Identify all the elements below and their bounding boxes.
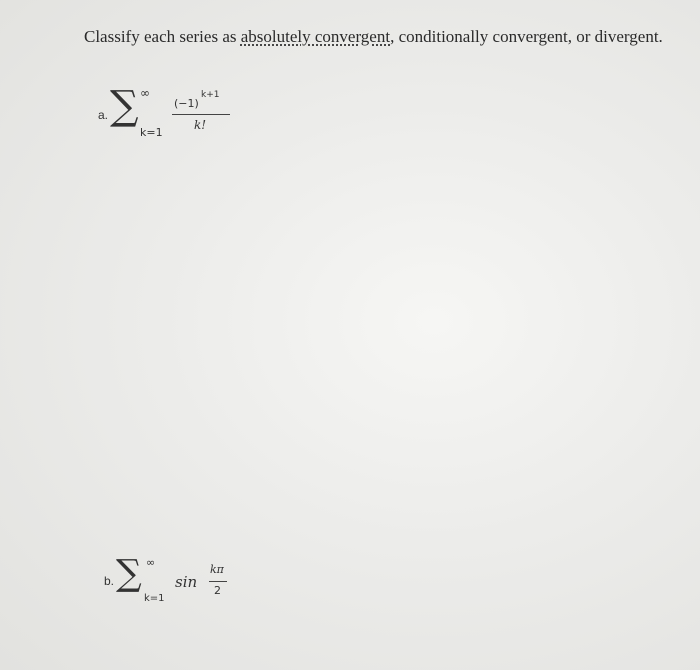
upper-limit: ∞ <box>140 86 150 100</box>
summation-symbol: ∑ <box>116 553 142 594</box>
denominator: k! <box>194 118 207 132</box>
question-underlined: absolutely convergent <box>240 27 391 46</box>
lower-limit: k=1 <box>144 593 165 604</box>
summation-symbol: ∑ <box>110 83 139 129</box>
fraction-bar <box>209 581 227 582</box>
denominator: 2 <box>214 584 221 597</box>
question-text <box>84 26 664 47</box>
part-label: a. <box>98 108 109 122</box>
exponent: k+1 <box>201 90 220 100</box>
part-label: b. <box>104 574 115 588</box>
function-name: sin <box>175 573 198 591</box>
question-suffix: , conditionally convergent, or divergent. <box>390 27 663 46</box>
lower-limit: k=1 <box>140 126 163 139</box>
numerator: kπ <box>210 563 224 576</box>
upper-limit: ∞ <box>146 556 156 569</box>
numerator: (−1) <box>174 97 199 110</box>
fraction-bar <box>172 114 230 115</box>
question-prefix: Classify each series as <box>84 27 241 46</box>
